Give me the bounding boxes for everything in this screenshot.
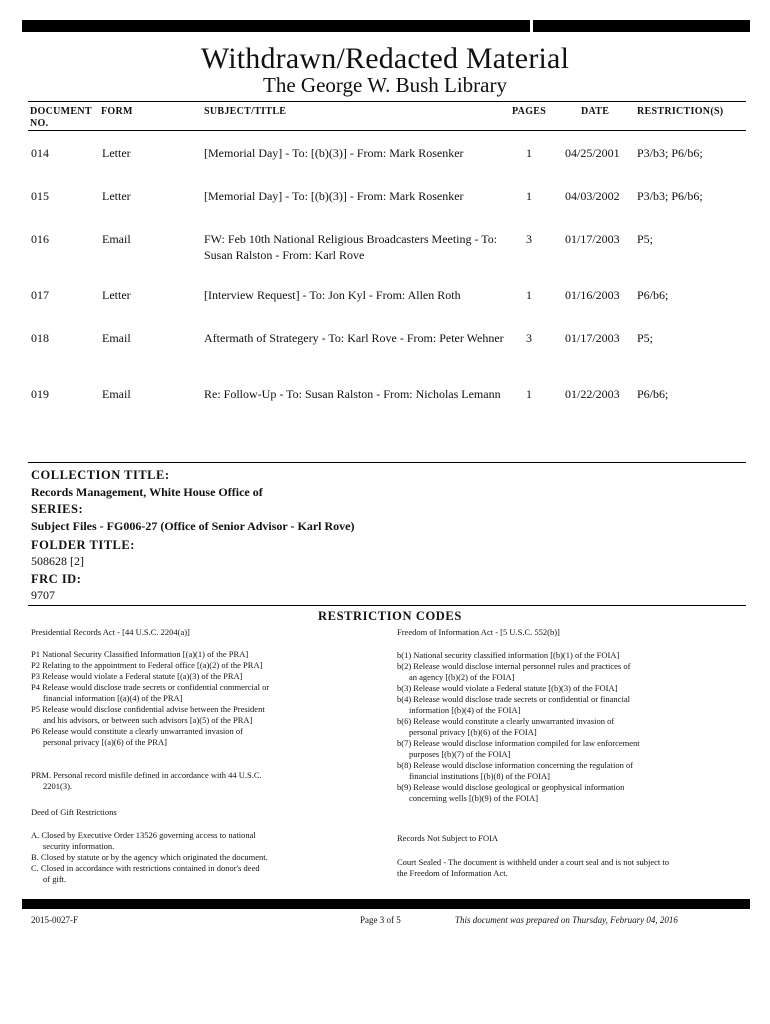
pra-item: P3 Release would violate a Federal statute [(a)(3) of the PRA] (31, 671, 243, 681)
foia-item: b(3) Release would violate a Federal statute [(b)(3) of the FOIA] (397, 683, 618, 693)
row-subject: Aftermath of Strategery - To: Karl Rove - From: Peter Wehner (204, 331, 504, 345)
deed-list (31, 830, 371, 885)
court-sealed-line: Court Sealed - The document is withheld under a court seal and is not subject to (397, 857, 670, 867)
row-doc-no: 018 (31, 331, 49, 345)
deed-item: of gift. (43, 874, 67, 884)
row-restriction: P3/b3; P6/b6; (637, 146, 703, 160)
row-pages: 1 (526, 189, 532, 203)
row-form: Email (102, 387, 131, 401)
row-form: Email (102, 232, 131, 246)
col-header-restrictions: RESTRICTION(S) (637, 106, 724, 117)
footer-page-number: Page 3 of 5 (360, 915, 401, 925)
row-restriction: P5; (637, 232, 654, 246)
row-doc-no: 019 (31, 387, 49, 401)
row-pages: 1 (526, 387, 532, 401)
deed-item: C. Closed in accordance with restrictions contained in donor's deed (31, 863, 260, 873)
series-label: SERIES: (31, 502, 84, 516)
collection-title-value: Records Management, White House Office of (31, 485, 263, 499)
pra-list (31, 649, 371, 748)
page-subtitle: The George W. Bush Library (263, 73, 507, 97)
row-date: 01/22/2003 (565, 387, 620, 401)
row-subject: [Memorial Day] - To: [(b)(3)] - From: Mark Rosenker (204, 146, 464, 160)
foia-list (397, 650, 747, 804)
row-subject: [Interview Request] - To: Jon Kyl - From: Allen Roth (204, 288, 461, 302)
col-header-subject: SUBJECT/TITLE (204, 106, 287, 117)
foia-item: personal privacy [(b)(6) of the FOIA] (409, 727, 537, 737)
page-title: Withdrawn/Redacted Material (200, 42, 570, 75)
row-form: Letter (102, 146, 131, 160)
foia-item: an agency [(b)(2) of the FOIA] (409, 672, 515, 682)
row-restriction: P6/b6; (637, 288, 669, 302)
row-pages: 1 (526, 288, 532, 302)
divider-codes (28, 605, 746, 606)
folder-title-label: FOLDER TITLE: (31, 538, 135, 552)
col-header-pages: PAGES (512, 106, 547, 117)
top-bar-notch (530, 20, 533, 32)
divider-header-bottom (28, 130, 746, 131)
foia-item: b(8) Release would disclose information concerning the regulation of (397, 760, 634, 770)
row-doc-no: 014 (31, 146, 49, 160)
restriction-codes-title: RESTRICTION CODES (318, 609, 462, 623)
top-bar (22, 20, 750, 32)
deed-item: security information. (43, 841, 115, 851)
divider-header-top (28, 101, 746, 102)
row-pages: 3 (526, 331, 532, 345)
prm-line: 2201(3). (43, 781, 73, 791)
row-restriction: P6/b6; (637, 387, 669, 401)
prm-line: PRM. Personal record misfile defined in accordance with 44 U.S.C. (31, 770, 262, 780)
footer-prepared-date: This document was prepared on Thursday, February 04, 2016 (455, 915, 678, 925)
row-subject: FW: Feb 10th National Religious Broadcasters Meeting - To: Susan Ralston - From: Karl Rove (204, 232, 498, 262)
bottom-bar (22, 899, 750, 909)
frc-id-label: FRC ID: (31, 572, 82, 586)
row-doc-no: 017 (31, 288, 49, 302)
foia-item: b(1) National security classified information [(b)(1) of the FOIA] (397, 650, 620, 660)
pra-heading: Presidential Records Act - [44 U.S.C. 2204(a)] (31, 627, 190, 637)
col-header-form: FORM (101, 106, 133, 117)
collection-title-label: COLLECTION TITLE: (31, 468, 170, 482)
foia-item: b(9) Release would disclose geological or geophysical information (397, 782, 625, 792)
folder-title-value: 508628 [2] (31, 554, 84, 568)
foia-item: b(6) Release would constitute a clearly unwarranted invasion of (397, 716, 615, 726)
foia-item: b(2) Release would disclose internal personnel rules and practices of (397, 661, 631, 671)
frc-id-value: 9707 (31, 588, 55, 602)
row-pages: 1 (526, 146, 532, 160)
row-restriction: P5; (637, 331, 654, 345)
row-subject: Re: Follow-Up - To: Susan Ralston - From: Nicholas Lemann (204, 387, 501, 401)
row-date: 01/17/2003 (565, 232, 620, 246)
court-sealed-line: the Freedom of Information Act. (397, 868, 508, 878)
row-date: 04/03/2002 (565, 189, 620, 203)
row-date: 04/25/2001 (565, 146, 620, 160)
row-restriction: P3/b3; P6/b6; (637, 189, 703, 203)
pra-item: P5 Release would disclose confidential advise between the President (31, 704, 265, 714)
footer-document-id: 2015-0027-F (31, 915, 78, 925)
deed-item: B. Closed by statute or by the agency which originated the document. (31, 852, 268, 862)
prm-note (31, 770, 371, 792)
series-value: Subject Files - FG006-27 (Office of Senior Advisor - Karl Rove) (31, 519, 355, 533)
pra-item: financial information [(a)(4) of the PRA] (43, 693, 183, 703)
pra-item: P2 Relating to the appointment to Federal office [(a)(2) of the PRA] (31, 660, 263, 670)
court-sealed-note (397, 857, 757, 879)
deed-heading: Deed of Gift Restrictions (31, 807, 117, 817)
pra-item: P4 Release would disclose trade secrets or confidential commercial or (31, 682, 270, 692)
row-form: Letter (102, 189, 131, 203)
deed-item: A. Closed by Executive Order 13526 governing access to national (31, 830, 256, 840)
foia-item: information [(b)(4) of the FOIA] (409, 705, 521, 715)
col-header-date: DATE (581, 106, 610, 117)
foia-item: purposes [(b)(7) of the FOIA] (409, 749, 511, 759)
row-date: 01/17/2003 (565, 331, 620, 345)
row-subject: [Memorial Day] - To: [(b)(3)] - From: Mark Rosenker (204, 189, 464, 203)
pra-item: P1 National Security Classified Information [(a)(1) of the PRA] (31, 649, 249, 659)
row-form: Email (102, 331, 131, 345)
not-subject-foia: Records Not Subject to FOIA (397, 833, 499, 843)
foia-heading: Freedom of Information Act - [5 U.S.C. 552(b)] (397, 627, 560, 637)
foia-item: financial institutions [(b)(8) of the FOIA] (409, 771, 550, 781)
col-header-doc-no: DOCUMENT NO. (30, 106, 92, 129)
row-doc-no: 015 (31, 189, 49, 203)
pra-item: P6 Release would constitute a clearly unwarranted invasion of (31, 726, 243, 736)
foia-item: b(4) Release would disclose trade secrets or confidential or financial (397, 694, 630, 704)
pra-item: and his advisors, or between such advisors [a)(5) of the PRA] (43, 715, 253, 725)
divider-table-bottom (28, 462, 746, 463)
row-form: Letter (102, 288, 131, 302)
row-date: 01/16/2003 (565, 288, 620, 302)
pra-item: personal privacy [(a)(6) of the PRA] (43, 737, 167, 747)
row-pages: 3 (526, 232, 532, 246)
row-doc-no: 016 (31, 232, 49, 246)
foia-item: concerning wells [(b)(9) of the FOIA] (409, 793, 539, 803)
foia-item: b(7) Release would disclose information compiled for law enforcement (397, 738, 640, 748)
